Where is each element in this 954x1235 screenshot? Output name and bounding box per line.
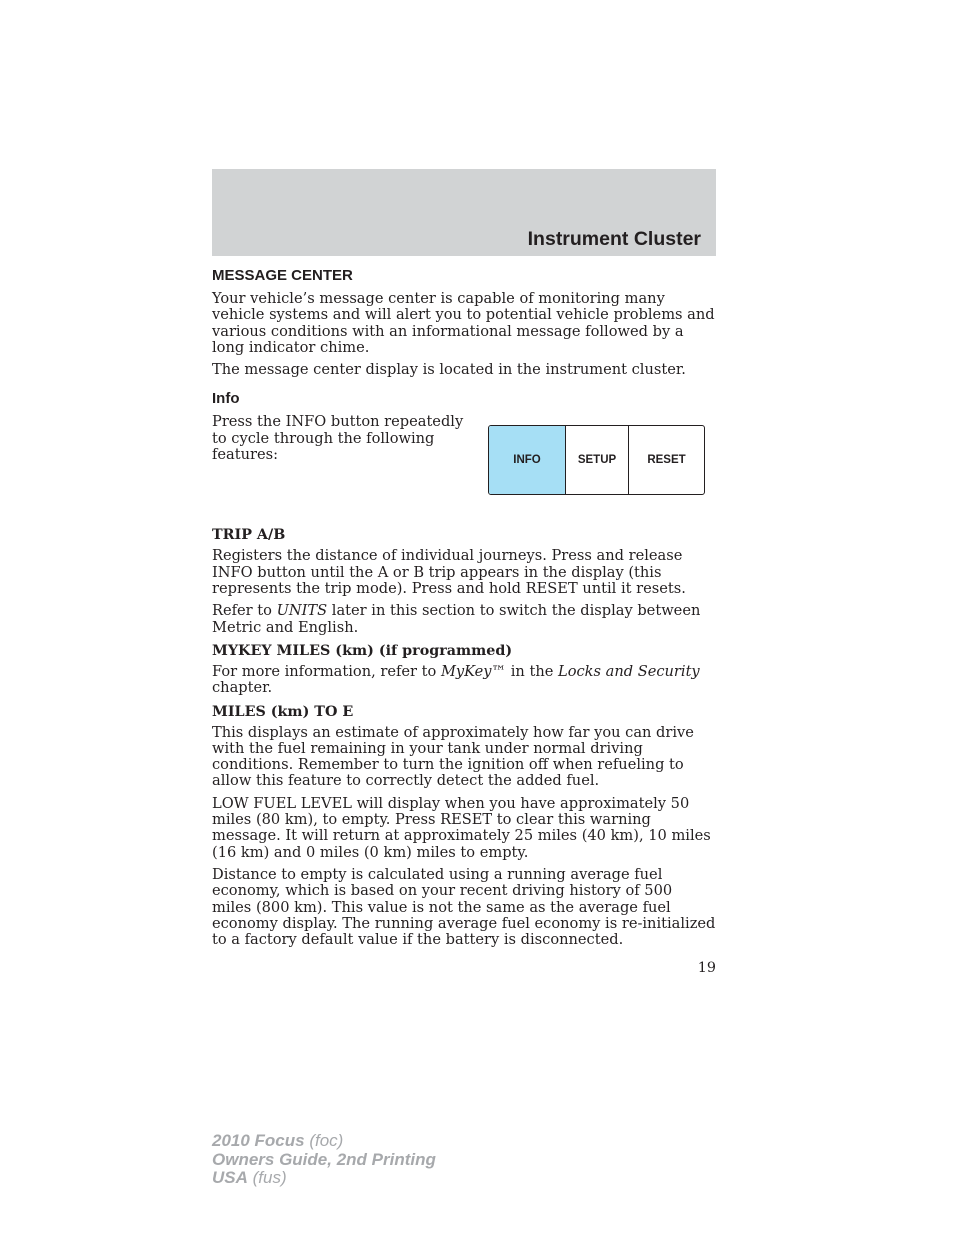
info-paragraph: Press the INFO button repeatedly to cycle through the following features: [212, 413, 464, 464]
miles-to-e-heading: MILES (km) TO E [212, 703, 354, 720]
info-button: INFO [489, 426, 566, 494]
footer-line-3 [212, 1169, 436, 1188]
footer-model-code: (foc) [304, 1131, 344, 1150]
info-row [212, 414, 716, 526]
location-paragraph: The message center display is located in the instrument cluster. [212, 361, 686, 379]
trip-paragraph: Registers the distance of individual journeys. Press and release INFO button until the A or B trip appears in the display (this represents the trip mode). Press and hold RESET until it resets. [212, 547, 686, 598]
intro-paragraph: Your vehicle’s message center is capable of monitoring many vehicle systems and will alert you to potential vehicle problems and various conditions with an informational message followed by a long indicator chime. [212, 290, 715, 356]
message-center-buttons-illustration [488, 425, 705, 495]
mykey-suffix: chapter. [212, 679, 273, 697]
mykey-paragraph [212, 664, 716, 697]
units-reference-paragraph [212, 603, 716, 636]
reset-button: RESET [647, 454, 686, 467]
footer-market: USA [212, 1168, 248, 1187]
units-link-text: UNITS [276, 602, 328, 620]
footer-line-2: Owners Guide, 2nd Printing [212, 1149, 436, 1169]
footer-model: 2010 Focus [212, 1131, 305, 1150]
footer-market-code: (fus) [247, 1168, 287, 1187]
mykey-reference: MyKey™ [440, 662, 507, 680]
info-heading: Info [212, 390, 240, 408]
miles-to-e-paragraph-1: This displays an estimate of approximately how far you can drive with the fuel remaining in your tank under normal driving conditions. Remember to turn the ignition off when refueling to allow this feature to correctly detect the added fuel. [212, 723, 694, 790]
page-number: 19 [697, 960, 716, 976]
chapter-header [212, 169, 716, 256]
document-footer [212, 1132, 436, 1188]
section-title: MESSAGE CENTER [212, 267, 353, 284]
page-content [212, 267, 716, 954]
units-prefix: Refer to [212, 602, 277, 620]
units-suffix: later in this section to switch the display between Metric and English. [212, 602, 701, 636]
miles-to-e-paragraph-3: Distance to empty is calculated using a running average fuel economy, which is based on your recent driving history of 500 miles (800 km). This value is not the same as the average fuel economy display. The running average fuel economy is re-initialized to a factory default value if the battery is disconnected. [212, 865, 716, 949]
setup-button: SETUP [566, 426, 629, 494]
miles-to-e-paragraph-2: LOW FUEL LEVEL will display when you have approximately 50 miles (80 km), to empty. Press RESET to clear this warning message. It will return at approximately 25 miles (40 km), 10 miles (16 km) and 0 miles (0 km) miles to empty. [212, 794, 711, 861]
footer-line-1 [212, 1132, 436, 1151]
trip-heading: TRIP A/B [212, 527, 286, 544]
locks-security-reference: Locks and Security [558, 662, 700, 680]
mykey-middle: in the [506, 662, 559, 680]
mykey-prefix: For more information, refer to [212, 662, 441, 680]
mykey-heading: MYKEY MILES (km) (if programmed) [212, 642, 513, 659]
chapter-title: Instrument Cluster [527, 228, 701, 250]
